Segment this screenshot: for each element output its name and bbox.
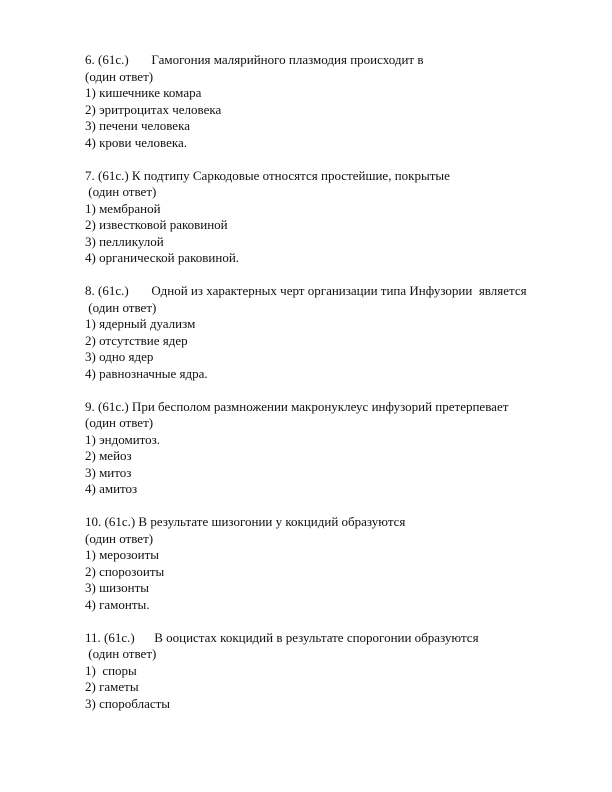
question-answer-note: (один ответ) <box>85 68 154 84</box>
answer-option: 3) шизонты <box>85 580 149 595</box>
answer-option: 2) гаметы <box>85 679 139 694</box>
answer-option: 4) органической раковиной. <box>85 250 240 265</box>
answer-option: 2) отсутствие ядер <box>85 332 188 348</box>
question-title: 11. (61с.) В ооцистах кокцидий в результате спорогонии образуются <box>85 629 479 645</box>
question-10 <box>85 514 585 613</box>
question-8 <box>85 283 585 382</box>
answer-option: 3) митоз <box>85 464 132 480</box>
answer-option: 4) крови человека. <box>85 134 188 150</box>
question-title: 6. (61с.) Гамогония малярийного плазмодия происходит в <box>85 52 424 67</box>
answer-option: 1) ядерный дуализм <box>85 316 196 331</box>
question-title: 10. (61с.) В результате шизогонии у кокцидий образуются <box>85 514 406 529</box>
question-answer-note: (один ответ) <box>85 415 154 430</box>
answer-option: 1) мерозоиты <box>85 547 160 562</box>
answer-option: 4) равнозначные ядра. <box>85 365 208 381</box>
question-title: 7. (61с.) К подтипу Саркодовые относятся простейшие, покрытые <box>85 167 450 183</box>
question-answer-note: (один ответ) <box>85 299 157 315</box>
answer-option: 2) известковой раковиной <box>85 217 228 232</box>
answer-option: 1) кишечнике комара <box>85 85 202 100</box>
document-page <box>85 52 585 729</box>
answer-option: 1) споры <box>85 662 137 678</box>
question-7 <box>85 168 585 267</box>
question-answer-note: (один ответ) <box>85 184 157 199</box>
question-answer-note: (один ответ) <box>85 530 154 546</box>
answer-option: 3) печени человека <box>85 118 190 133</box>
answer-option: 2) эритроцитах человека <box>85 101 222 117</box>
answer-option: 4) гамонты. <box>85 596 150 612</box>
question-6 <box>85 52 585 151</box>
answer-option: 4) амитоз <box>85 481 138 496</box>
question-title: 9. (61с.) При бесполом размножении макронуклеус инфузорий претерпевает <box>85 398 509 414</box>
answer-option: 1) мембраной <box>85 200 161 216</box>
answer-option: 1) эндомитоз. <box>85 431 161 447</box>
answer-option: 2) мейоз <box>85 448 132 463</box>
answer-option: 3) одно ядер <box>85 349 154 364</box>
answer-option: 2) спорозоиты <box>85 563 165 579</box>
answer-option: 3) пелликулой <box>85 233 164 249</box>
question-9 <box>85 399 585 498</box>
question-title: 8. (61с.) Одной из характерных черт организации типа Инфузории является <box>85 283 527 298</box>
answer-option: 3) споробласты <box>85 695 171 711</box>
question-11 <box>85 630 585 713</box>
question-answer-note: (один ответ) <box>85 646 157 661</box>
